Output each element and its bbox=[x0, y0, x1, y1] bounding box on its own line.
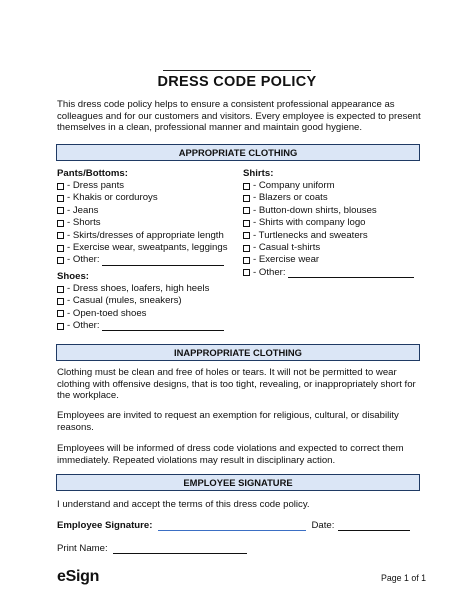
pants-option[interactable]: - Dress pants bbox=[57, 180, 228, 192]
shoes-option[interactable]: - Open-toed shoes bbox=[57, 308, 224, 320]
checkbox[interactable] bbox=[57, 257, 64, 264]
signature-row bbox=[57, 520, 410, 531]
print-name-row bbox=[57, 543, 247, 554]
inappropriate-paragraph-2: Employees are invited to request an exemption for religious, cultural, or disability reasons. bbox=[57, 410, 399, 433]
checkbox[interactable] bbox=[57, 298, 64, 305]
shoes-option[interactable]: - Dress shoes, loafers, high heels bbox=[57, 283, 224, 295]
checkbox[interactable] bbox=[243, 207, 250, 214]
title-rule bbox=[163, 70, 311, 71]
checkbox[interactable] bbox=[57, 207, 64, 214]
shirts-option[interactable]: - Company uniform bbox=[243, 180, 414, 192]
intro-paragraph: This dress code policy helps to ensure a consistent professional appearance as colleagues and for our customers and visitors. Every employee is expected to present themselves in a clean, professional manner and maintain good hygiene. bbox=[57, 99, 421, 134]
checkbox[interactable] bbox=[243, 195, 250, 202]
checkbox[interactable] bbox=[57, 232, 64, 239]
checkbox[interactable] bbox=[243, 232, 250, 239]
shirts-heading: Shirts: bbox=[243, 168, 274, 179]
shirts-option[interactable]: - Casual t-shirts bbox=[243, 242, 414, 254]
shirts-option[interactable]: - Button-down shirts, blouses bbox=[243, 205, 414, 217]
pants-option[interactable]: - Exercise wear, sweatpants, leggings bbox=[57, 242, 228, 254]
pants-section bbox=[57, 168, 228, 267]
pants-heading: Pants/Bottoms: bbox=[57, 168, 128, 179]
shirts-option[interactable]: - Turtlenecks and sweaters bbox=[243, 230, 414, 242]
shoes-option-other[interactable]: - Other: bbox=[57, 320, 224, 332]
shirts-section bbox=[243, 168, 414, 279]
date-label: Date: bbox=[311, 520, 335, 531]
page-number: Page 1 of 1 bbox=[381, 573, 426, 583]
shirts-other-field[interactable] bbox=[288, 268, 414, 278]
checkbox[interactable] bbox=[57, 220, 64, 227]
checkbox[interactable] bbox=[243, 269, 250, 276]
label-colon: : bbox=[149, 520, 153, 531]
date-field[interactable] bbox=[338, 521, 410, 531]
shirts-option[interactable]: - Shirts with company logo bbox=[243, 217, 414, 229]
shoes-heading: Shoes: bbox=[57, 271, 89, 282]
pants-option[interactable]: - Jeans bbox=[57, 205, 228, 217]
employee-signature-header: EMPLOYEE SIGNATURE bbox=[56, 474, 420, 491]
appropriate-clothing-header: APPROPRIATE CLOTHING bbox=[56, 144, 420, 161]
pants-other-field[interactable] bbox=[102, 256, 224, 266]
pants-option-other[interactable]: - Other: bbox=[57, 254, 228, 266]
checkbox[interactable] bbox=[57, 286, 64, 293]
shoes-option[interactable]: - Casual (mules, sneakers) bbox=[57, 295, 224, 307]
employee-signature-label: Employee Signature bbox=[57, 520, 150, 531]
esign-logo: eSign bbox=[57, 568, 100, 585]
shirts-option-other[interactable]: - Other: bbox=[243, 267, 414, 279]
checkbox[interactable] bbox=[243, 183, 250, 190]
shoes-other-field[interactable] bbox=[102, 321, 224, 331]
page-title: DRESS CODE POLICY bbox=[157, 74, 317, 90]
print-name-label: Print Name: bbox=[57, 543, 108, 554]
shirts-option[interactable]: - Exercise wear bbox=[243, 254, 414, 266]
inappropriate-clothing-header: INAPPROPRIATE CLOTHING bbox=[56, 344, 420, 361]
pants-option[interactable]: - Khakis or corduroys bbox=[57, 192, 228, 204]
checkbox[interactable] bbox=[57, 323, 64, 330]
shoes-section bbox=[57, 271, 224, 333]
accept-statement: I understand and accept the terms of this dress code policy. bbox=[57, 499, 310, 510]
checkbox[interactable] bbox=[57, 310, 64, 317]
checkbox[interactable] bbox=[57, 183, 64, 190]
shirts-option[interactable]: - Blazers or coats bbox=[243, 192, 414, 204]
checkbox[interactable] bbox=[243, 257, 250, 264]
checkbox[interactable] bbox=[57, 195, 64, 202]
checkbox[interactable] bbox=[57, 245, 64, 252]
employee-signature-field[interactable] bbox=[158, 521, 306, 531]
pants-option[interactable]: - Shorts bbox=[57, 217, 228, 229]
print-name-field[interactable] bbox=[113, 544, 247, 554]
pants-option[interactable]: - Skirts/dresses of appropriate length bbox=[57, 230, 228, 242]
inappropriate-paragraph-1: Clothing must be clean and free of holes or tears. It will not be permitted to wear clothing with offensive designs, that is too tight, revealing, or inappropriately short for the workplace. bbox=[57, 367, 416, 402]
inappropriate-paragraph-3: Employees will be informed of dress code violations and expected to correct them immediately. Repeated violations may result in disciplinary action. bbox=[57, 443, 404, 466]
checkbox[interactable] bbox=[243, 220, 250, 227]
checkbox[interactable] bbox=[243, 245, 250, 252]
